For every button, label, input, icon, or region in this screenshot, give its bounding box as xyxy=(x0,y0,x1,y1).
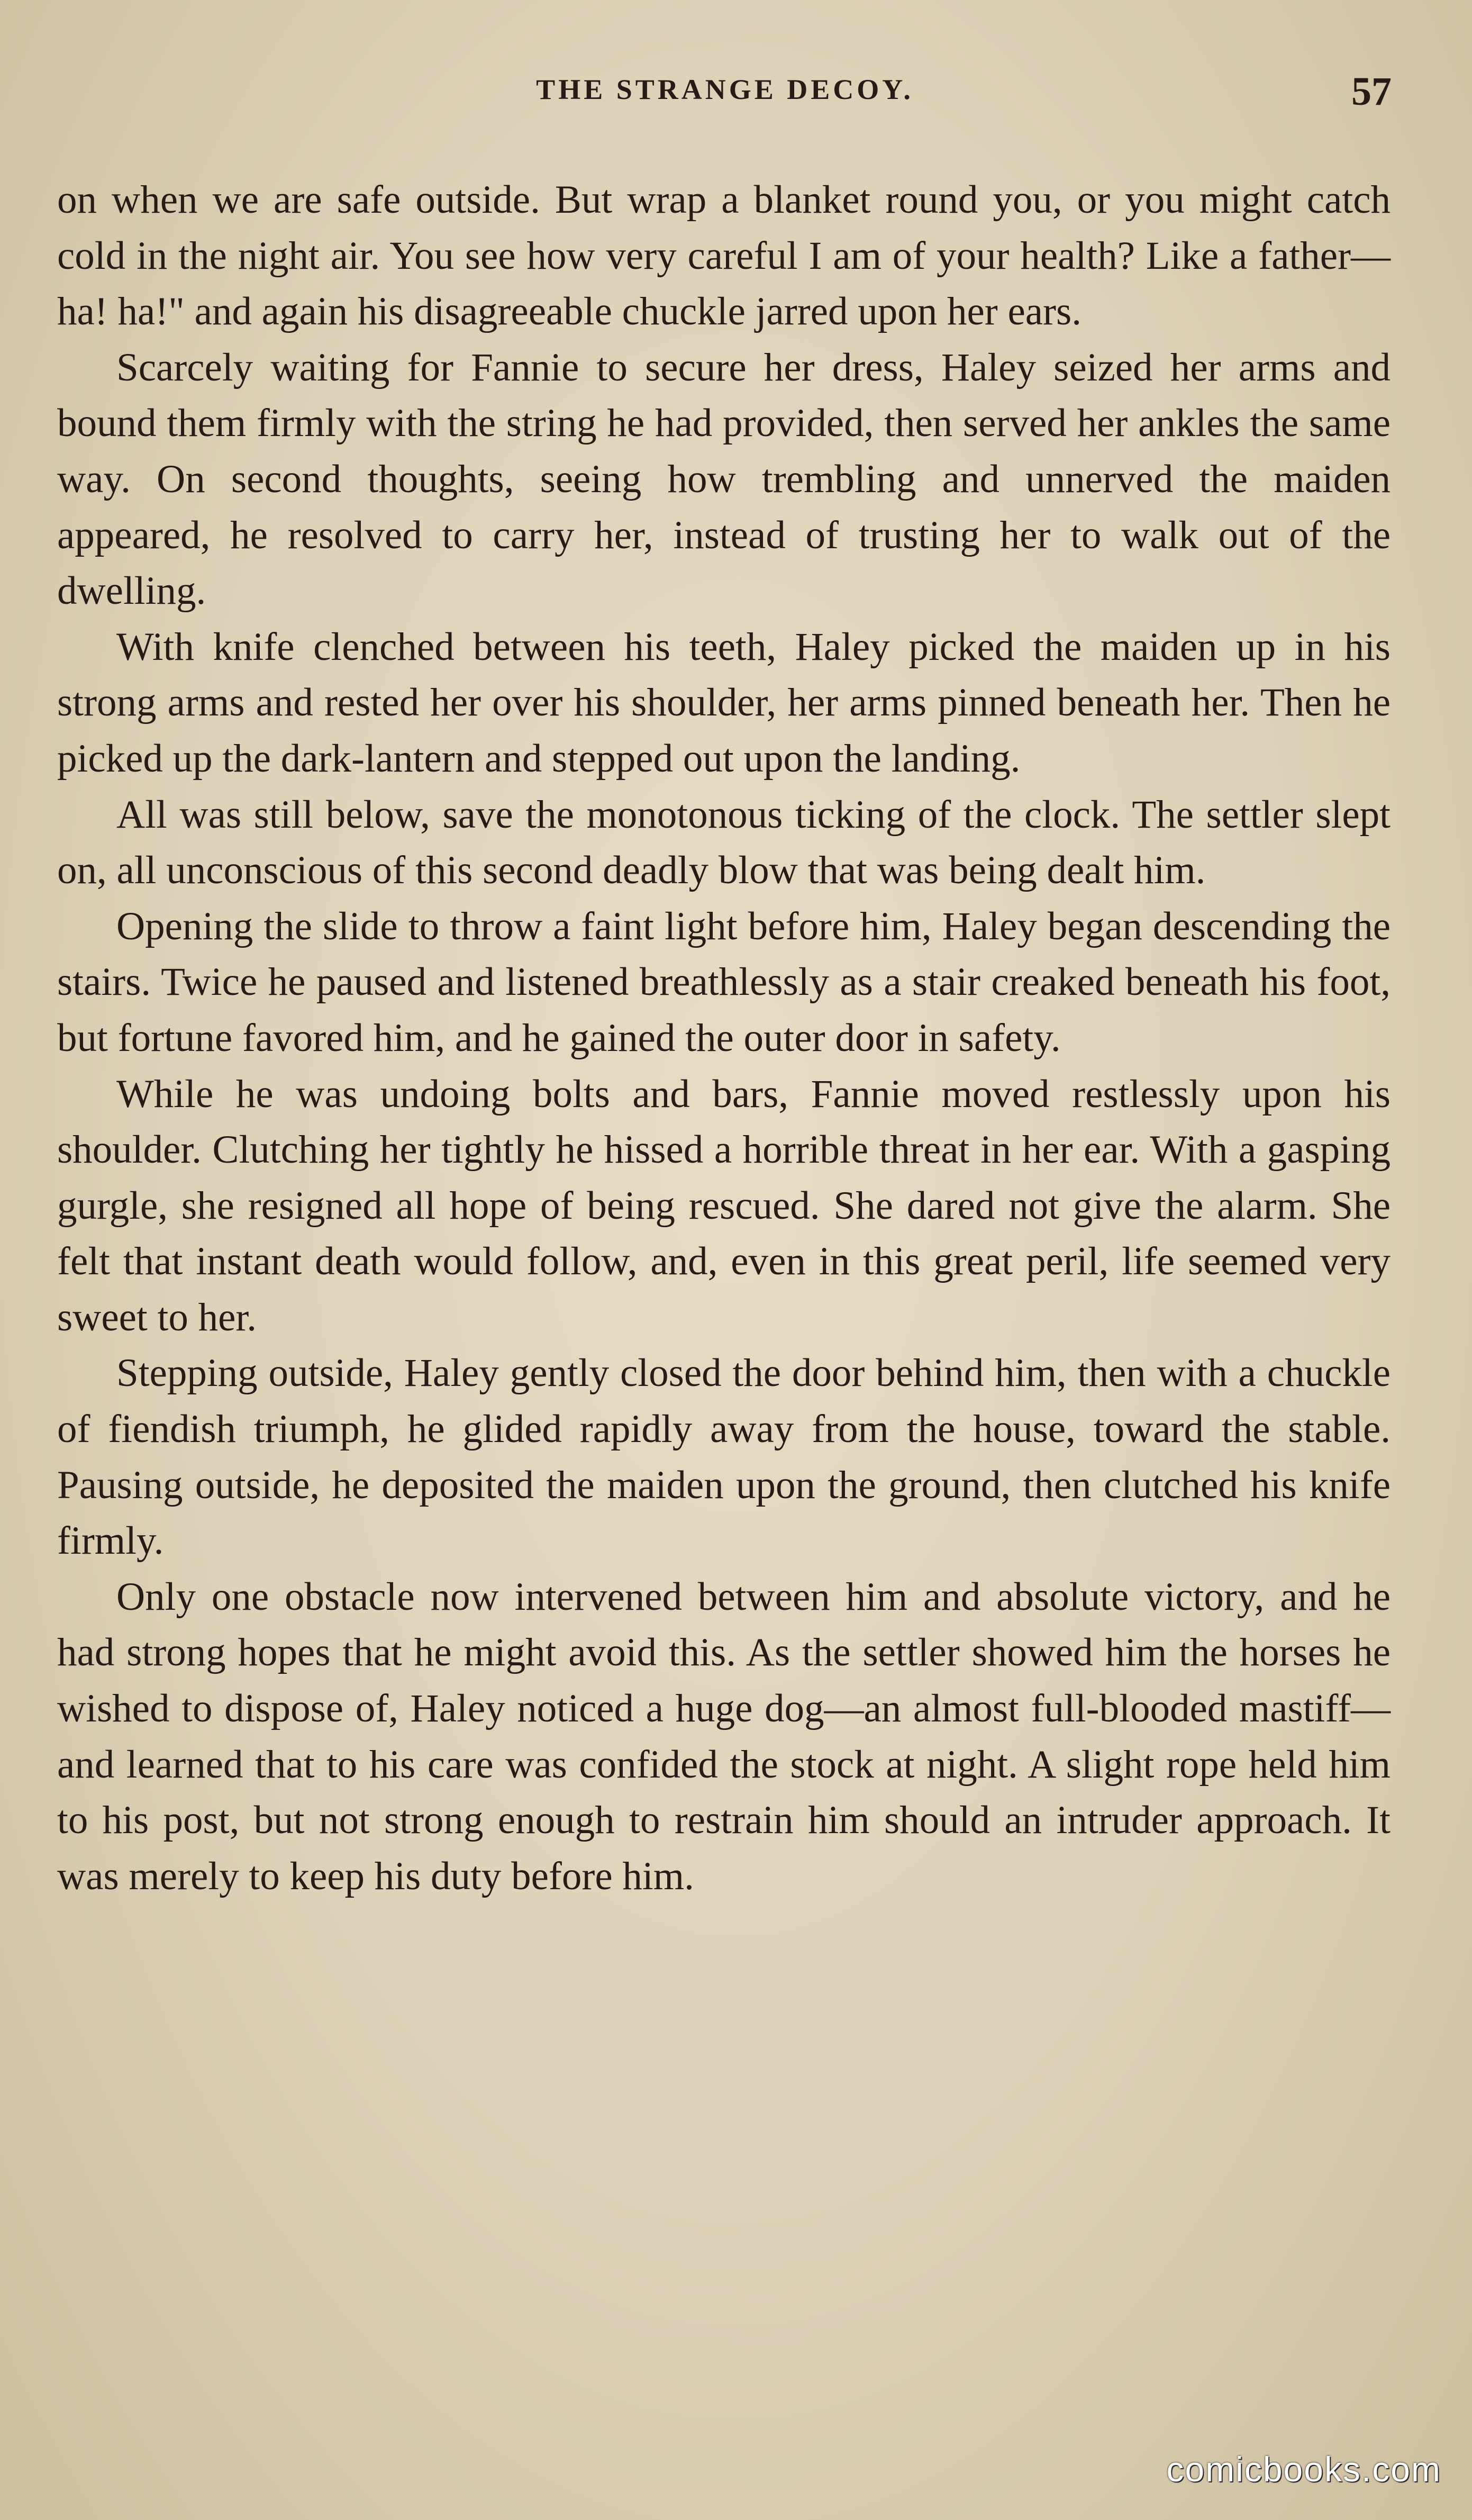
paragraph: All was still below, save the monotonous ticking of the clock. The settler slept on, all unconscious of this second deadly blow that was being dealt him. xyxy=(57,792,1391,893)
page-number: 57 xyxy=(1351,69,1392,114)
paragraph: Scarcely waiting for Fannie to secure her dress, Haley seized her arms and bound them firmly with the string he had provided, then served her ankles the same way. On second thoughts, seeing how trembling and unnerved the maiden appeared, he resolved to carry her, instead of trusting her to walk out of the dwelling. xyxy=(57,345,1391,613)
running-title: THE STRANGE DECOY. xyxy=(536,74,914,105)
page-body xyxy=(57,172,1391,1904)
paragraph: With knife clenched between his teeth, Haley picked the maiden up in his strong arms and rested her over his shoulder, her arms pinned beneath her. Then he picked up the dark-lantern and stepped out upon the landing. xyxy=(57,624,1391,781)
paragraph: Only one obstacle now intervened between him and absolute victory, and he had strong hopes that he might avoid this. As the settler showed him the horses he wished to dispose of, Haley noticed a huge dog—an almost full-blooded mastiff—and learned that to his care was confided the stock at night. A slight rope held him to his post, but not strong enough to restrain him should an intruder approach. It was merely to keep his duty before him. xyxy=(57,1574,1391,1898)
paragraph: While he was undoing bolts and bars, Fannie moved restlessly upon his shoulder. Clutching her tightly he hissed a horrible threat in her ear. With a gasping gurgle, she resigned all hope of being rescued. She dared not give the alarm. She felt that instant death would follow, and, even in this great peril, life seemed very sweet to her. xyxy=(57,1072,1391,1339)
paragraph: on when we are safe outside. But wrap a blanket round you, or you might catch cold in the night air. You see how very careful I am of your health? Like a father—ha! ha!" and again his disagreeable chuckle jarred upon her ears. xyxy=(57,178,1391,334)
paragraph: Opening the slide to throw a faint light before him, Haley began descending the stairs. Twice he paused and listened breathlessly as a stair creaked beneath his foot, but fortune favored him, and he gained the outer door in safety. xyxy=(57,904,1391,1060)
watermark: comicbooks.com xyxy=(1166,2450,1441,2489)
page-header xyxy=(58,69,1392,127)
paragraph: Stepping outside, Haley gently closed the door behind him, then with a chuckle of fiendish triumph, he glided rapidly away from the house, toward the stable. Pausing outside, he deposited the maiden upon the ground, then clutched his knife firmly. xyxy=(57,1351,1391,1563)
